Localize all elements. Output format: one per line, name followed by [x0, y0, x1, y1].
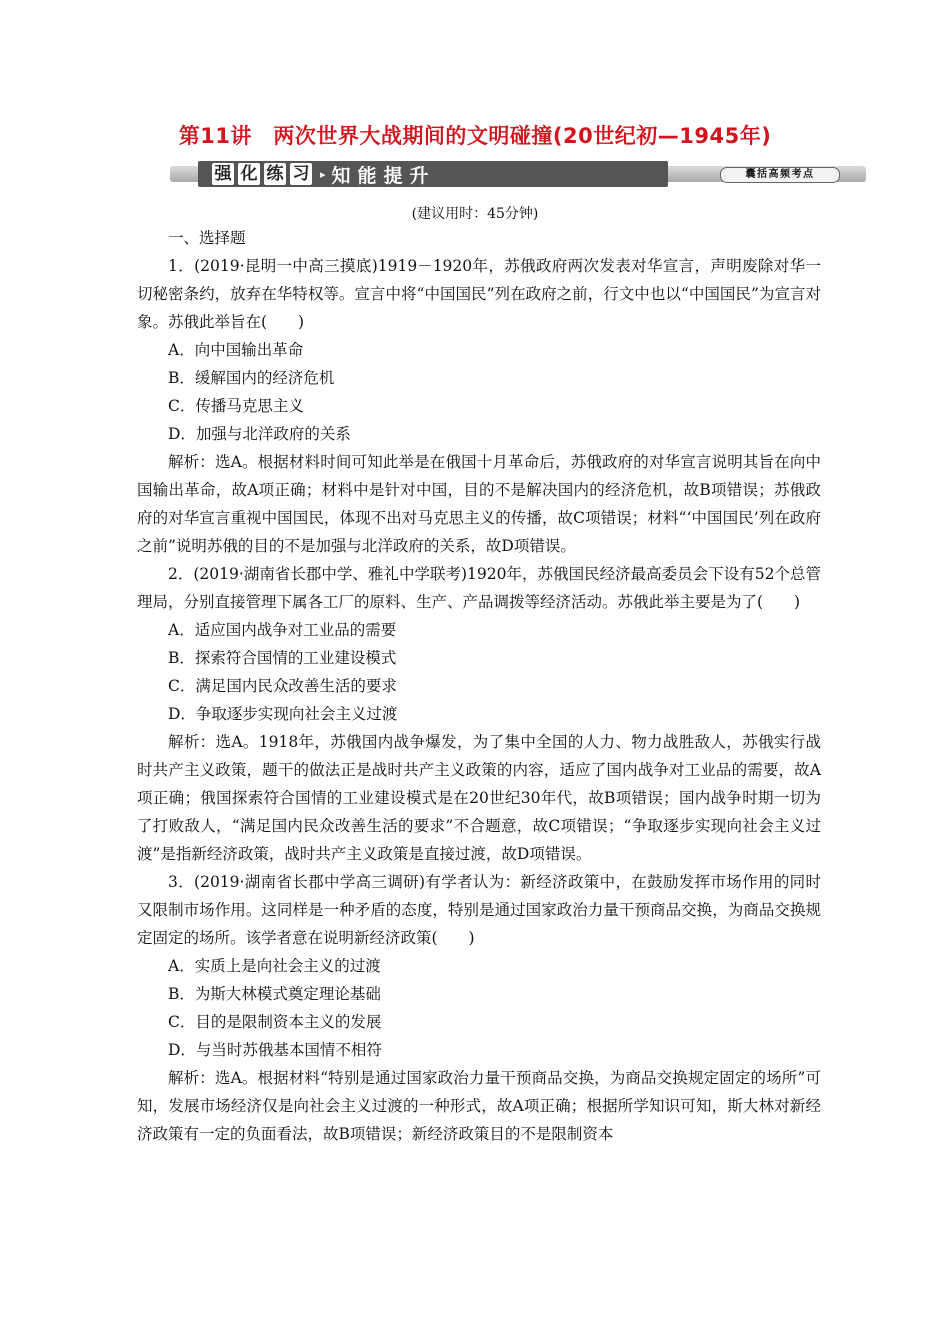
- option-b: B．缓解国内的经济危机: [168, 369, 335, 387]
- banner-tag: 囊括高频考点: [720, 167, 840, 183]
- question-3: [137, 868, 821, 1148]
- banner-subtitle: 知能提升: [331, 164, 436, 187]
- exercise-content: [137, 224, 821, 1148]
- question-stem: 2．(2019·湖南省长郡中学、雅礼中学联考)1920年，苏俄国民经济最高委员会下设有52个总管理局，分别直接管理下属各工厂的原料、生产、产品调拨等经济活动。苏俄此举主要是为了( ): [137, 565, 821, 611]
- option-c: C．传播马克思主义: [168, 397, 304, 415]
- banner-boxed-title: [212, 163, 316, 185]
- option-d: D．争取逐步实现向社会主义过渡: [168, 705, 398, 723]
- option-a: A．适应国内战争对工业品的需要: [168, 621, 397, 639]
- banner-label-block: [198, 161, 668, 187]
- question-analysis: 解析：选A。根据材料时间可知此举是在俄国十月革命后，苏俄政府的对华宣言说明其旨在向中国输出革命，故A项正确；材料中是针对中国，目的不是解决国内的经济危机，故B项错误；苏俄政府的对华宣言重视中国国民，体现不出对马克思主义的传播，故C项错误；材料“‘中国国民’列在政府之前”说明苏俄的目的不是加强与北洋政府的关系，故D项错误。: [137, 453, 821, 555]
- banner-arrow-icon: ▸: [320, 167, 326, 181]
- option-a: A．向中国输出革命: [168, 341, 304, 359]
- question-analysis: 解析：选A。根据材料“特别是通过国家政治力量干预商品交换，为商品交换规定固定的场所”可知，发展市场经济仅是向社会主义过渡的一种形式，故A项正确；根据所学知识可知，斯大林对新经济政策有一定的负面看法，故B项错误；新经济政策目的不是限制资本: [137, 1069, 821, 1143]
- banner-char: 习: [290, 163, 312, 185]
- question-2: [137, 560, 821, 868]
- section-title: 一、选择题: [168, 229, 246, 247]
- question-1: [137, 252, 821, 560]
- section-banner: [170, 161, 866, 187]
- banner-char: 化: [238, 163, 260, 185]
- banner-char: 练: [264, 163, 286, 185]
- option-d: D．加强与北洋政府的关系: [168, 425, 351, 443]
- banner-char: 强: [212, 163, 234, 185]
- question-stem: 3．(2019·湖南省长郡中学高三调研)有学者认为：新经济政策中，在鼓励发挥市场作用的同时又限制市场作用。这同样是一种矛盾的态度，特别是通过国家政治力量干预商品交换，为商品交换规定固定的场所。该学者意在说明新经济政策( ): [137, 873, 821, 947]
- question-analysis: 解析：选A。1918年，苏俄国内战争爆发，为了集中全国的人力、物力战胜敌人，苏俄实行战时共产主义政策，题干的做法正是战时共产主义政策的内容，适应了国内战争对工业品的需要，故A项正确；俄国探索符合国情的工业建设模式是在20世纪30年代，故B项错误；国内战争时期一切为了打败敌人，“满足国内民众改善生活的要求”不合题意，故C项错误；“争取逐步实现向社会主义过渡”是指新经济政策，战时共产主义政策是直接过渡，故D项错误。: [137, 733, 821, 863]
- page-title: 第11讲 两次世界大战期间的文明碰撞(20世纪初—1945年): [178, 124, 772, 148]
- option-b: B．探索符合国情的工业建设模式: [168, 649, 397, 667]
- question-stem: 1．(2019·昆明一中高三摸底)1919－1920年，苏俄政府两次发表对华宣言，声明废除对华一切秘密条约，放弃在华特权等。宣言中将“中国国民”列在政府之前，行文中也以“中国国民”为宣言对象。苏俄此举旨在( ): [137, 257, 821, 331]
- option-c: C．满足国内民众改善生活的要求: [168, 677, 397, 695]
- option-d: D．与当时苏俄基本国情不相符: [168, 1041, 382, 1059]
- option-a: A．实质上是向社会主义的过渡: [168, 957, 381, 975]
- suggested-time: (建议用时：45分钟): [411, 206, 539, 222]
- option-b: B．为斯大林模式奠定理论基础: [168, 985, 381, 1003]
- option-c: C．目的是限制资本主义的发展: [168, 1013, 382, 1031]
